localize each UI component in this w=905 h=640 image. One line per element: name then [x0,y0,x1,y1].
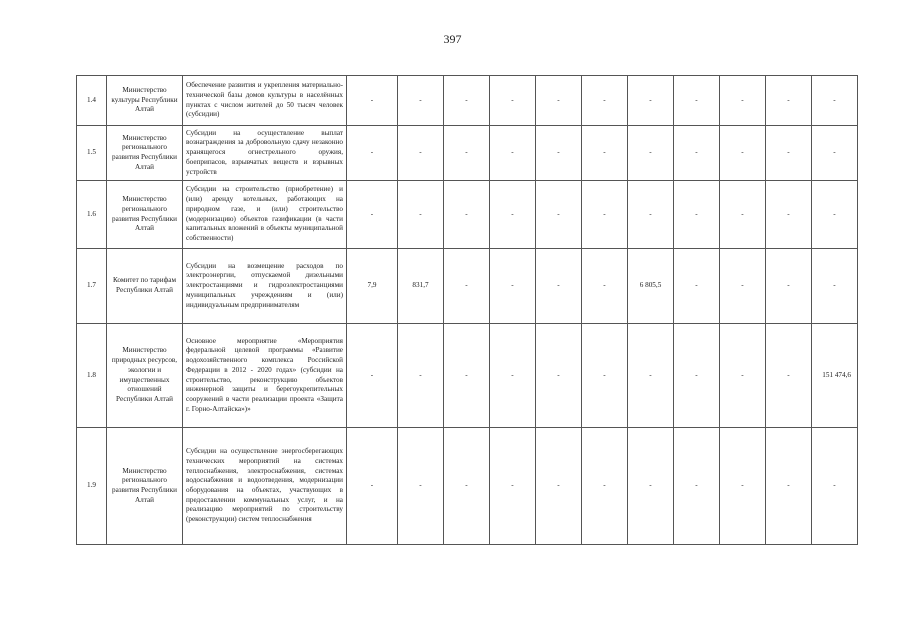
value-cell: - [444,428,490,545]
row-number: 1.6 [77,181,107,249]
value-cell: - [398,324,444,428]
value-cell: - [490,428,536,545]
value-cell: - [536,76,582,126]
value-cell: - [398,428,444,545]
value-cell: - [398,126,444,181]
value-cell: - [720,181,766,249]
value-cell: - [812,428,858,545]
value-cell: - [490,181,536,249]
table-row [77,428,858,545]
value-cell: - [766,428,812,545]
value-cell: - [628,324,674,428]
value-cell: - [720,126,766,181]
value-cell: - [628,76,674,126]
value-cell: - [398,76,444,126]
executor-cell: Министерство природных ресурсов, экологии и имущественных отношений Республики Алтай [107,324,183,428]
value-cell: 6 805,5 [628,249,674,324]
value-cell: - [444,181,490,249]
value-cell: - [347,324,398,428]
executor-cell: Министерство регионального развития Республики Алтай [107,428,183,545]
value-cell: - [536,181,582,249]
executor-cell: Министерство регионального развития Республики Алтай [107,181,183,249]
value-cell: - [812,126,858,181]
value-cell: - [536,324,582,428]
description-cell: Основное мероприятие «Мероприятия федеральной целевой программы «Развитие водохозяйственного комплекса Российской Федерации в 2012 - 2020 годах» (субсидии на строительство, реконструкцию объектов инженерной защиты и берегоукрепительных сооружений в части реализации проекта «Защита г. Горно-Алтайска»)» [183,324,347,428]
value-cell: - [674,249,720,324]
value-cell: - [490,126,536,181]
value-cell: - [444,249,490,324]
value-cell: - [720,428,766,545]
value-cell: - [674,324,720,428]
row-number: 1.9 [77,428,107,545]
value-cell: - [674,126,720,181]
row-number: 1.4 [77,76,107,126]
value-cell: 151 474,6 [812,324,858,428]
value-cell: - [444,324,490,428]
value-cell: - [582,428,628,545]
value-cell: - [490,249,536,324]
value-cell: - [347,428,398,545]
value-cell: - [674,181,720,249]
value-cell: - [536,126,582,181]
value-cell: - [582,249,628,324]
row-number: 1.5 [77,126,107,181]
value-cell: - [766,324,812,428]
row-number: 1.7 [77,249,107,324]
value-cell: - [766,249,812,324]
description-cell: Субсидии на осуществление выплат вознаграждения за добровольную сдачу незаконно хранящегося огнестрельного оружия, боеприпасов, взрывчатых веществ и взрывных устройств [183,126,347,181]
value-cell: - [444,76,490,126]
value-cell: - [766,76,812,126]
table-row [77,249,858,324]
page-number: 397 [443,32,462,46]
value-cell: - [766,181,812,249]
value-cell: - [628,181,674,249]
value-cell: - [720,249,766,324]
budget-table [76,75,858,545]
value-cell: - [444,126,490,181]
description-cell: Субсидии на возмещение расходов по электроэнергии, отпускаемой дизельными электростанциями и гидроэлектростанциями муниципальных учреждениям и (или) индивидуальным предпринимателям [183,249,347,324]
table-row [77,181,858,249]
value-cell: - [398,181,444,249]
value-cell: - [347,126,398,181]
value-cell: - [720,76,766,126]
value-cell: - [766,126,812,181]
table-row [77,324,858,428]
value-cell: - [536,249,582,324]
value-cell: - [674,428,720,545]
value-cell: - [628,126,674,181]
value-cell: - [720,324,766,428]
executor-cell: Комитет по тарифам Республики Алтай [107,249,183,324]
value-cell: - [674,76,720,126]
executor-cell: Министерство культуры Республики Алтай [107,76,183,126]
value-cell: - [582,126,628,181]
value-cell: - [347,76,398,126]
description-cell: Субсидии на осуществление энергосберегающих технических мероприятий на системах теплоснабжения, электроснабжения, системах водоснабжения и водоотведения, модернизации оборудования на объектах, участвующих в предоставлении коммунальных услуг, и на реализацию мероприятий по строительству (реконструкции) систем теплоснабжения [183,428,347,545]
value-cell: - [582,181,628,249]
description-cell: Обеспечение развития и укрепления материально-технической базы домов культуры в населённых пунктах с числом жителей до 50 тысяч человек (субсидии) [183,76,347,126]
value-cell: - [490,324,536,428]
value-cell: - [628,428,674,545]
value-cell: - [812,249,858,324]
description-cell: Субсидии на строительство (приобретение) и (или) аренду котельных, работающих на природном газе, и (или) строительство (модернизацию) объектов газификации (в части капитальных вложений в объекты муниципальной собственности) [183,181,347,249]
value-cell: - [582,76,628,126]
value-cell: - [812,76,858,126]
value-cell: - [536,428,582,545]
value-cell: - [582,324,628,428]
value-cell: - [812,181,858,249]
table-row [77,126,858,181]
value-cell: 831,7 [398,249,444,324]
value-cell: - [490,76,536,126]
table-row [77,76,858,126]
value-cell: - [347,181,398,249]
value-cell: 7,9 [347,249,398,324]
executor-cell: Министерство регионального развития Республики Алтай [107,126,183,181]
row-number: 1.8 [77,324,107,428]
